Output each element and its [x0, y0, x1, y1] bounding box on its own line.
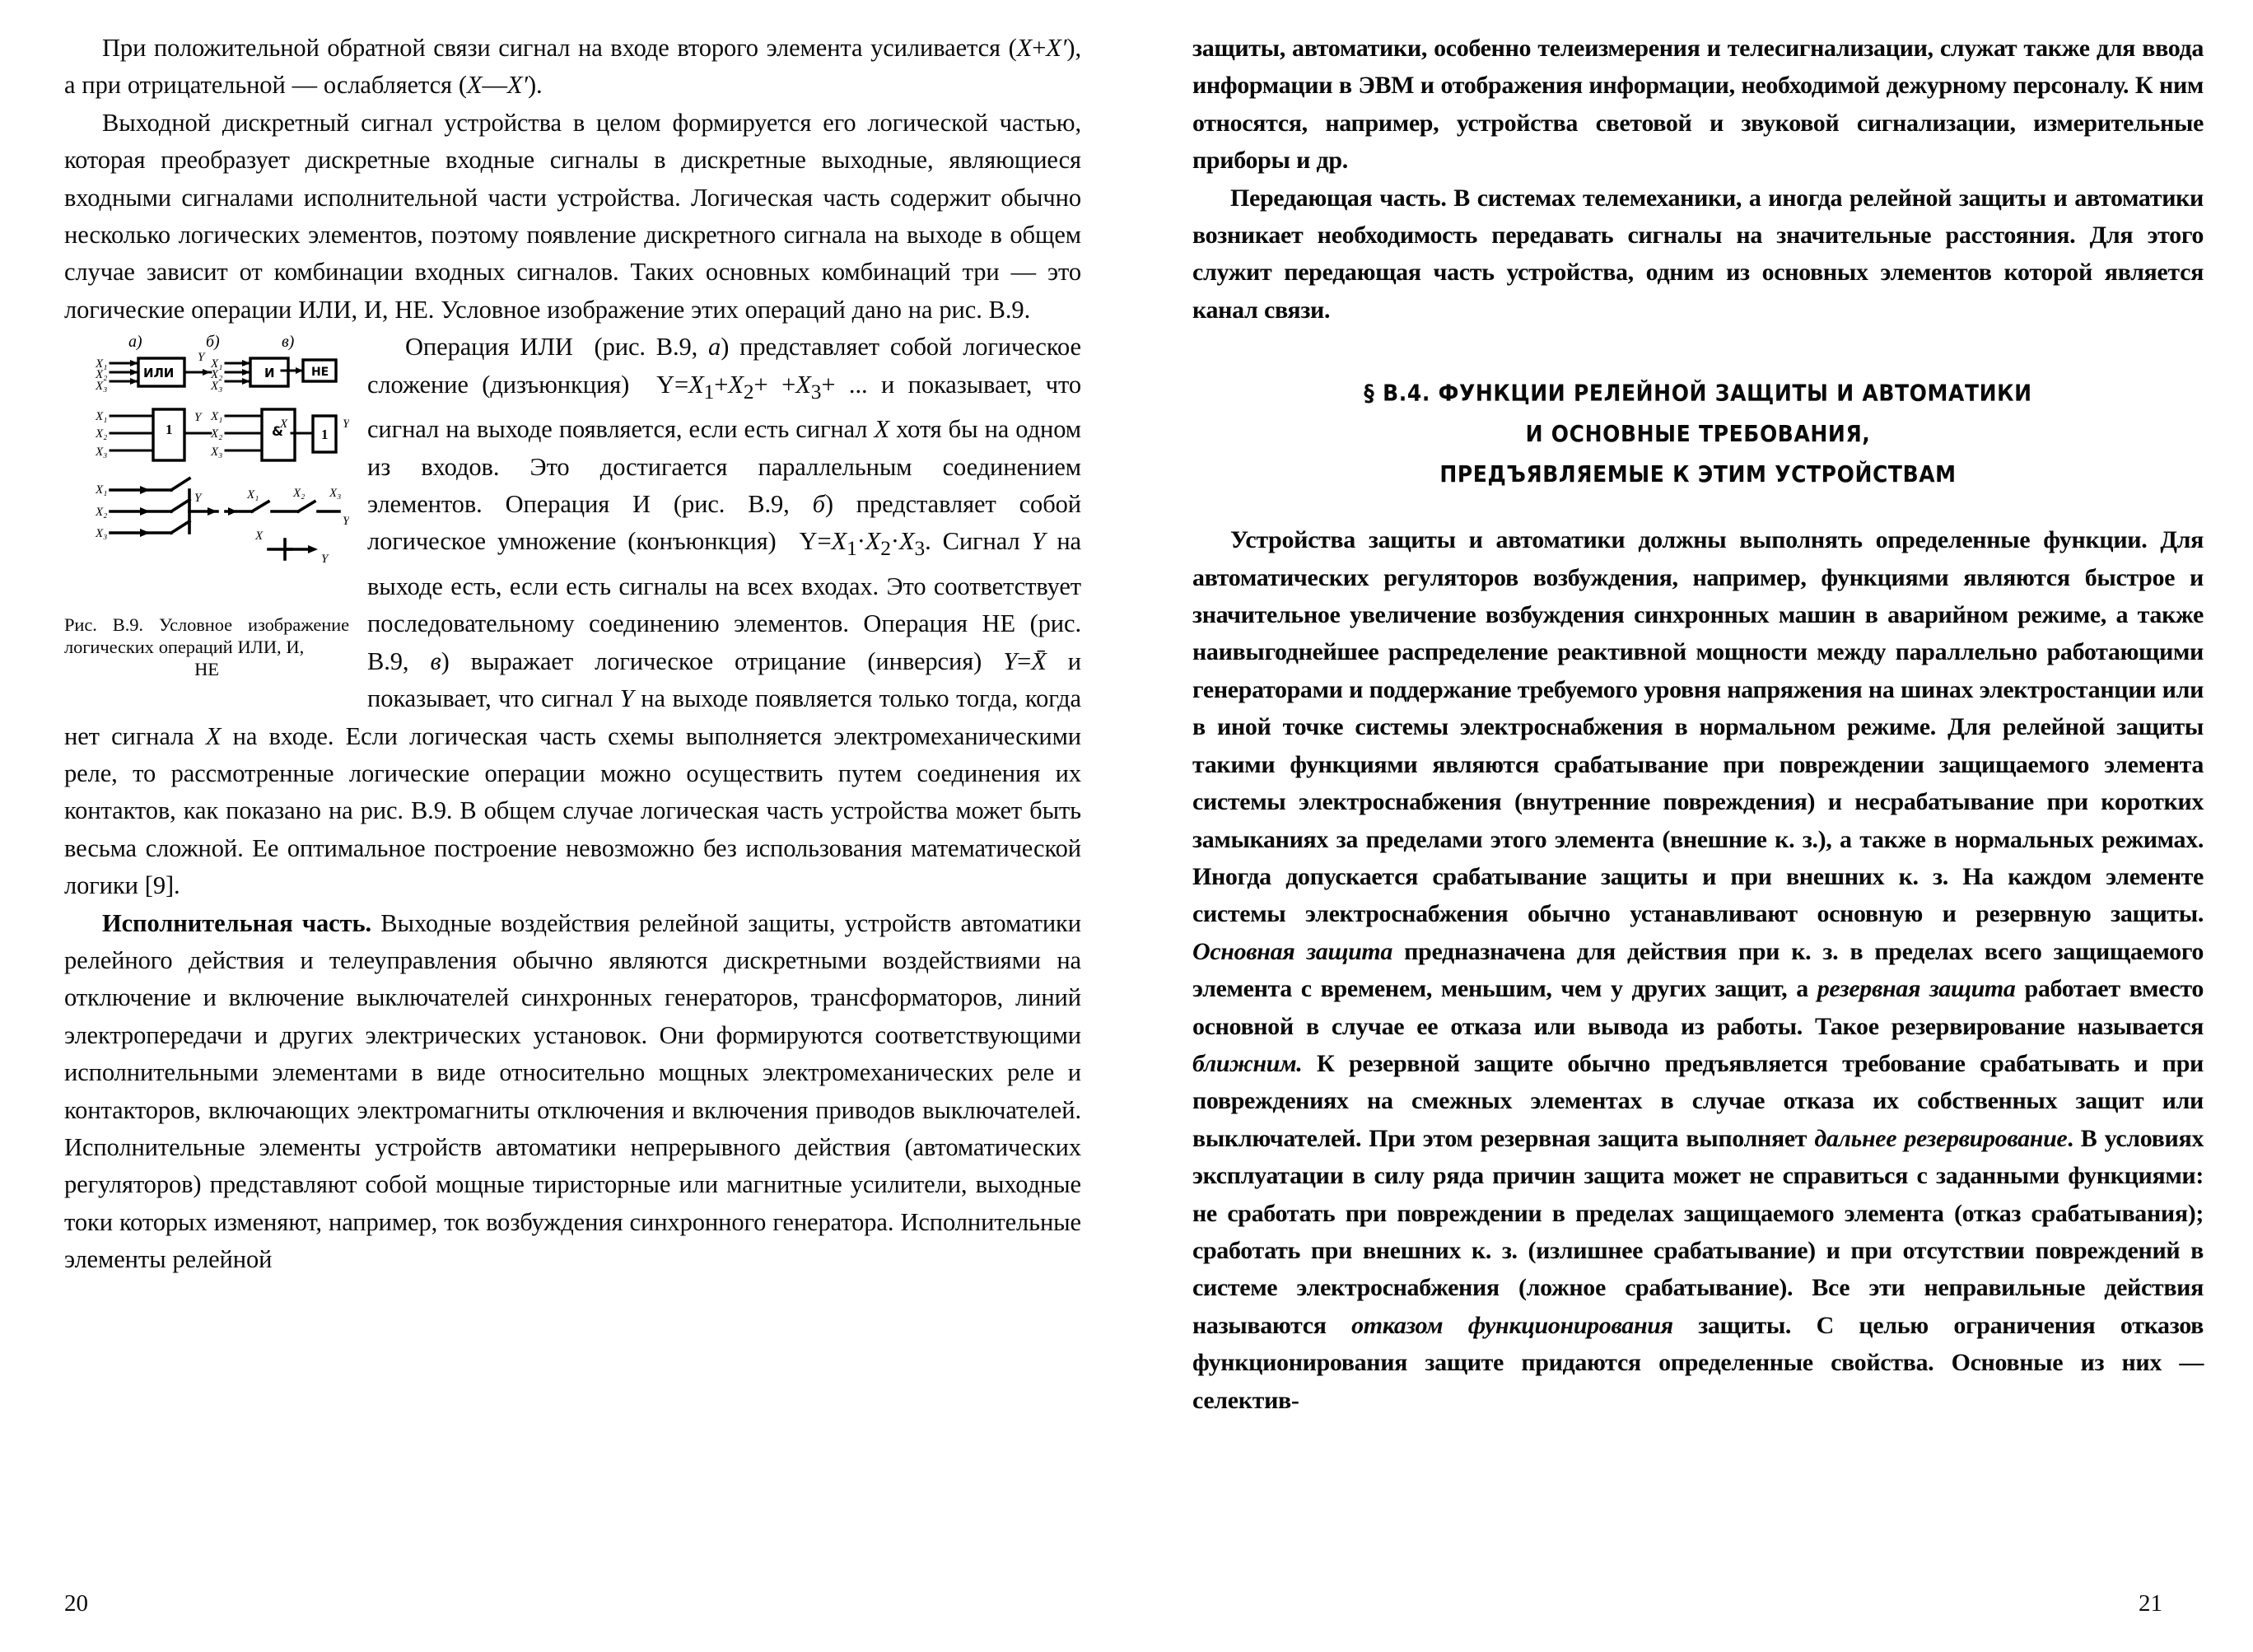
gate-or-iec-symbol	[95, 409, 211, 460]
contact-output-y: Y	[194, 492, 202, 506]
gate-label-i: И	[264, 366, 275, 381]
contact-label-x: X	[255, 530, 264, 544]
paragraph-telemetry-continuation: защиты, автоматики, особенно телеизмерения и телесигнализации, служат также для ввода информации в ЭВМ и отображения информации, необходимой дежурному персоналу. К ним относятся, например, устройства световой и звуковой сигнализации, измерительные приборы и др.	[1192, 35, 2204, 175]
figure-panel-label-v: в)	[282, 334, 295, 352]
input-label-x3: X₃	[211, 446, 223, 460]
input-label-x2: X₂	[211, 368, 223, 382]
gate-label-one-inv: 1	[321, 427, 329, 443]
output-label-y: Y	[343, 418, 349, 432]
runin-lead-executive: Исполнительная часть.	[102, 908, 372, 937]
input-label-x: X	[280, 418, 288, 432]
section-heading-line3: ПРЕДЪЯВЛЯЕМЫЕ К ЭТИМ УСТРОЙСТВАМ	[1439, 460, 1957, 488]
contact-label-x2: X₂	[293, 487, 306, 501]
italic-term-near: ближним.	[1192, 1049, 1303, 1077]
input-label-x3: X₃	[211, 380, 223, 394]
gate-and-symbol	[210, 357, 288, 393]
figure-caption-line3: НЕ	[194, 659, 219, 680]
page-number-right: 21	[2139, 1590, 2162, 1617]
italic-term-failure: отказом функционирования	[1351, 1311, 1673, 1339]
paragraph-protection-functions: Устройства защиты и автоматики должны выполнять определенные функции. Для автоматических регуляторов возбуждения, например, функциями являются быстрое и значительное увеличение возбуждения синхронных машин в аварийном режиме, а также наивыгоднейшее распределение реактивной мощности между параллельно работающими генераторами и поддержание требуемого уровня напряжения на шинах электростанции или в иной точке системы электроснабжения в нормальном режиме. Для релейной защиты такими функциями являются срабатывание при повреждении защищаемого элемента системы электроснабжения (внутренние повреждения) и несрабатывание при коротких замыканиях за пределами этого элемента (внешние к. з.), а также в нормальных режимах. Иногда допускается срабатывание защиты и при внешних к. з. На каждом элементе системы электроснабжения обычно устанавливают основную и резервную защиты. Основная защита предназначена для действия при к. з. в пределах всего защищаемого элемента с временем, меньшим, чем у других защит, а резервная защита работает вместо основной в случае ее отказа или вывода из работы. Такое резервирование называется ближним. К резервной защите обычно предъявляется требование срабатывать и при повреждениях на смежных элементах в случае отказа их собственных защит или выключателей. При этом резервная защита выполняет дальнее резервирование. В условиях эксплуатации в силу ряда причин защита может не справиться с заданными функциями: не сработать при повреждении в пределах защищаемого элемента (отказ срабатывания); сработать при внешних к. з. (излишнее срабатывание) и при отсутствии повреждений в системе электроснабжения (ложное срабатывание). Все эти неправильные действия называются отказом функционирования защиты. С целью ограничения отказов функционирования защите придаются определенные свойства. Основные из них — селектив-	[1192, 526, 2204, 1414]
paragraph-or-and-not-operations: Операция ИЛИ (рис. В.9, а) представляет собой логическое сложение (дизъюнкция) $Y=X_1+X_2+ +X_3+$ ... и показывает, что сигнал на выходе появляется, если есть сигнал X хотя бы на одном из входов. Это достигается параллельным соединением элементов. Операция И (рис. В.9, б) представляет собой логическое умножение (конъюнкция) $Y=X_1\cdot X_2\cdot X_3$. Сигнал Y на выходе есть, если есть сигналы на всех входах. Это соответствует последовательному соединению элементов. Операция НЕ (рис. В.9, в) выражает логическое отрицание (инверсия) Y=X̄ и показывает, что сигнал Y на выходе появляется только тогда, когда нет сигнала X на входе. Если логическая часть схемы выполняется электромеханическими реле, то рассмотренные логические операции можно осуществить путем соединения их контактов, как показано на рис. В.9. В общем случае логическая часть устройства может быть весьма сложной. Ее оптимальное построение невозможно без использования математической логики [9].	[64, 333, 1081, 900]
contacts-series-and	[226, 487, 349, 528]
section-heading-line1: § В.4. ФУНКЦИИ РЕЛЕЙНОЙ ЗАЩИТЫ И АВТОМАТИКИ	[1364, 380, 2032, 407]
right-column-text	[1192, 30, 2204, 1419]
input-label-x2: X₂	[96, 427, 108, 441]
input-label-x1: X₁	[211, 410, 223, 424]
gate-label-ne: НЕ	[311, 366, 329, 380]
input-label-x1: X₁	[96, 357, 108, 371]
figure-panel-label-b: б)	[206, 334, 220, 352]
input-label-x3: X₃	[96, 446, 108, 460]
contacts-not	[254, 530, 329, 566]
figure-panel-label-a: а)	[128, 334, 142, 352]
left-column-text	[64, 30, 1081, 1279]
figure-caption-line2: логических операций ИЛИ, И,	[64, 637, 305, 658]
gate-label-ampersand: &	[272, 423, 283, 440]
contact-label-x2: X₂	[96, 506, 108, 520]
page-left	[0, 0, 1126, 1652]
input-label-x1: X₁	[211, 357, 223, 371]
figure-b9-diagram	[64, 334, 349, 605]
input-label-x1: X₁	[96, 410, 108, 424]
input-label-x2: X₂	[211, 427, 223, 441]
input-label-x2: X₂	[96, 368, 108, 382]
gate-not-iec-symbol	[279, 416, 349, 452]
italic-term-backup-protection: резервная защита	[1817, 975, 2016, 1003]
contact-label-x1: X₁	[247, 488, 259, 502]
paragraph-transmitting-part: Передающая часть. В системах телемеханики, а иногда релейной защиты и автоматики возникает необходимость передавать сигналы на значительные расстояния. Для этого служит передающая часть устройства, одним из основных элементов которой является канал связи.	[1192, 184, 2204, 324]
page-number-left: 20	[64, 1590, 88, 1617]
output-label-y: Y	[198, 351, 205, 365]
paragraph-output-discrete-signal: Выходной дискретный сигнал устройства в целом формируется его логической частью, которая преобразует дискретные входные сигналы в дискретные выходные, являющиеся входными сигналами исполнительной части устройства. Логическая часть содержит обычно несколько логических элементов, поэтому появление дискретного сигнала на выходе в общем случае зависит от комбинации входных сигналов. Таких основных комбинаций три — это логические операции ИЛИ, И, НЕ. Условное изображение этих операций дано на рис. В.9.	[64, 108, 1081, 324]
output-label-y: Y	[194, 411, 202, 425]
figure-caption-line1: Рис. В.9. Условное изображение	[64, 614, 349, 636]
italic-term-remote-backup: дальнее резервирование	[1814, 1124, 2068, 1152]
contact-label-x3: X₃	[96, 527, 108, 541]
contact-output-y: Y	[321, 553, 329, 567]
italic-term-main-protection: Основная защита	[1192, 937, 1393, 965]
contact-label-x1: X₁	[96, 483, 108, 497]
input-label-x3: X₃	[96, 380, 108, 394]
section-heading	[1192, 373, 2204, 495]
figure-b9	[64, 334, 349, 680]
paragraph-positive-feedback: При положительной обратной связи сигнал на входе второго элемента усиливается (X+X′), а при отрицательной — ослабляется (X—X′).	[64, 34, 1081, 100]
gate-label-ili: ИЛИ	[143, 366, 175, 381]
paragraph-executive-part: Исполнительная часть. Выходные воздействия релейной защиты, устройств автоматики релейного действия и телеуправления обычно являются дискретными воздействиями на отключение и включение выключателей синхронных генераторов, трансформаторов, линий электропередачи и других электрических установок. Они формируются соответствующими исполнительными элементами в виде относительно мощных электромеханических реле и контакторов, включающих электромагниты отключения и включения приводов выключателей. Исполнительные элементы устройств автоматики непрерывного действия (автоматических регуляторов) представляют собой мощные тиристорные или магнитные усилители, выходные токи которых изменяют, например, ток возбуждения синхронного генератора. Исполнительные элементы релейной	[64, 908, 1081, 1274]
section-heading-line2: И ОСНОВНЫЕ ТРЕБОВАНИЯ,	[1525, 420, 1871, 447]
runin-lead-transmitting: Передающая часть.	[1230, 184, 1447, 212]
contact-label-x3: X₃	[329, 487, 342, 501]
gate-label-one: 1	[166, 422, 173, 438]
contacts-parallel-or	[95, 478, 217, 540]
contact-output-y: Y	[343, 515, 349, 529]
gate-or-symbol	[95, 351, 211, 393]
gate-not-symbol	[282, 360, 336, 381]
page-right	[1126, 0, 2253, 1652]
figure-caption	[64, 614, 349, 680]
